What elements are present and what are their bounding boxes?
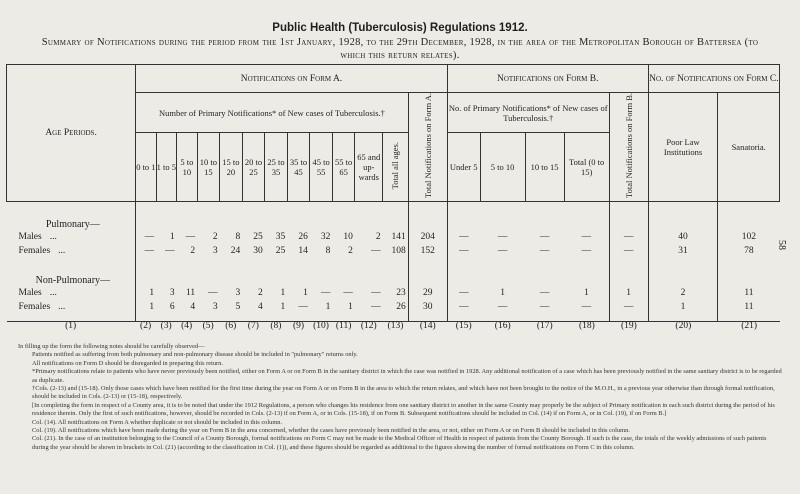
table-cell: —: [371, 287, 381, 298]
column-number: (19): [621, 321, 637, 331]
page-subtitle: Summary of Notifications during the period from the 1st January, 1928, to the 29th December, 1928, in the area of the Metropolitan Borough of Battersea (to which this return relates).: [41, 37, 759, 61]
table-row: [7, 286, 780, 300]
table-cell: —: [447, 244, 480, 258]
age-col-header: 45 to 55: [310, 133, 333, 202]
table-cell: 1: [648, 300, 718, 314]
footnotes: [18, 343, 784, 452]
table-cell: 1: [348, 301, 353, 312]
age-col-header: 65 and up- wards: [355, 133, 383, 202]
column-number: (3): [160, 321, 172, 331]
age-col-b-header: 10 to 15: [525, 133, 564, 202]
table-cell: 4: [190, 301, 196, 312]
table-cell: 152: [408, 244, 447, 258]
column-number: (16): [494, 321, 511, 331]
form-b-header: Notifications on Form B.: [447, 65, 648, 93]
table-row: [7, 230, 780, 244]
table-cell: 3: [169, 287, 175, 298]
column-number: (8): [270, 321, 282, 331]
age-col-b-header: 5 to 10: [480, 133, 525, 202]
page-title: Public Health (Tuberculosis) Regulations 1912.: [272, 22, 528, 34]
table-cell: —: [497, 301, 508, 312]
row-label: Males ...: [18, 287, 57, 298]
table-cell: 1: [136, 286, 156, 300]
age-col-header: 55 to 65: [332, 133, 355, 202]
table-cell: 25: [253, 231, 263, 242]
table-cell: 3: [212, 245, 218, 256]
column-number: (12): [360, 321, 377, 331]
age-col-header: 10 to 15: [197, 133, 220, 202]
column-number: (13): [387, 321, 404, 331]
table-row: [7, 244, 780, 258]
table-cell: 29: [408, 286, 447, 300]
age-col-header: 5 to 10: [177, 133, 197, 202]
form-a-header: Notifications on Form A.: [136, 65, 448, 93]
note-line: Col. (21). In the case of an institution belonging to the Council of a County Borough, formal notifications on Form C may not be made to the Medical Officer of Health in respect of patients from the County Borough. If such is the case, the totals of the weekly admissions of such patients during the year should be shown in brackets in Col. (21) (according to the classification in Col. (1)), and these figures should be regarded as additional to the figures showing the number of formal notifications on Form C in this column.: [32, 435, 767, 451]
table-cell: 1: [280, 287, 286, 298]
table-cell: 1: [325, 301, 331, 312]
column-number: (5): [202, 321, 214, 331]
table-cell: —: [581, 231, 592, 242]
age-col-header: 1 to 5: [156, 133, 176, 202]
column-number: (6): [225, 321, 237, 331]
table-cell: —: [539, 301, 550, 312]
table-cell: 11: [718, 286, 780, 300]
page-number: 58: [776, 240, 787, 250]
note-line: [In completing the form in respect of a County area, it is to be noted that under the 1912 Regulations, a person who changes his residence from one sanitary district to another in the same County may properly be the subject of Primary notification in each such district during the period of his residence therein. Only the first of such notifications, however, should be recorded in Cols. (2-13) if on Form A, or in Cols. (15-18), if on Form B. Subsequent notifications should be included in Col. (14) if on Form A, or in Col. (19), if on Form B.]: [32, 401, 775, 418]
age-col-header: 35 to 45: [287, 133, 310, 202]
table-cell: —: [539, 287, 550, 298]
table-cell: —: [609, 230, 648, 244]
table-cell: 102: [718, 230, 780, 244]
table-cell: —: [136, 230, 156, 244]
table-cell: —: [539, 245, 550, 256]
table-cell: —: [343, 287, 353, 298]
table-cell: —: [581, 245, 592, 256]
column-number: (21): [741, 321, 758, 331]
table-cell: 35: [275, 231, 286, 242]
table-cell: —: [165, 245, 175, 256]
table-cell: —: [185, 231, 196, 242]
table-cell: —: [447, 286, 480, 300]
note-line: Col. (14). All notifications on Form A whether duplicate or not should be included in this column.: [32, 418, 283, 426]
age-col-header: 25 to 35: [265, 133, 288, 202]
form-c-header: No. of Notifications on Form C.: [648, 65, 779, 93]
table-cell: —: [497, 245, 508, 256]
column-number: (9): [292, 321, 305, 331]
column-number: (18): [578, 321, 595, 331]
table-cell: —: [371, 245, 381, 256]
note-line: All notifications on Form D should be disregarded in preparing this return.: [32, 359, 223, 367]
note-line: Col. (19). All notifications which have been made during the year on Form B in the area concerned, whether the cases have previously been notified in the area, or not, either on Form A or on Form B should be included in this column.: [32, 427, 630, 435]
table-cell: —: [581, 301, 592, 312]
table-cell: —: [320, 287, 331, 298]
column-number: (17): [536, 321, 553, 331]
age-col-b-header: Under 5: [447, 133, 480, 202]
table-cell: —: [609, 244, 648, 258]
row-label: Females ...: [18, 245, 66, 256]
table-cell: —: [447, 230, 480, 244]
table-cell: 2: [212, 231, 218, 242]
column-number: (4): [181, 321, 193, 331]
table-cell: 24: [230, 245, 241, 256]
column-number: (10): [313, 321, 329, 331]
table-cell: —: [609, 300, 648, 314]
table-cell: —: [298, 301, 308, 312]
column-number: (2): [140, 321, 152, 331]
age-col-header: 0 to 1: [136, 133, 156, 202]
sanatoria-header: Sanatoria.: [718, 93, 780, 202]
section-label: Non-Pulmonary—: [35, 274, 111, 286]
table-row: [7, 300, 780, 314]
table-cell: 14: [298, 245, 308, 256]
table-cell: 1: [584, 287, 589, 298]
table-cell: —: [136, 244, 156, 258]
table-cell: 8: [325, 245, 331, 256]
table-cell: 10: [343, 231, 353, 242]
table-cell: 31: [648, 244, 718, 258]
table-cell: 141: [391, 231, 406, 242]
age-col-header: 20 to 25: [242, 133, 265, 202]
section-label: Pulmonary—: [45, 218, 100, 230]
table-cell: 1: [609, 286, 648, 300]
table-cell: 23: [396, 287, 406, 298]
table-cell: 11: [718, 300, 780, 314]
age-col-header: 15 to 20: [220, 133, 243, 202]
row-label: Females ...: [18, 301, 66, 312]
table-cell: 108: [391, 245, 406, 256]
table-cell: 1: [303, 287, 308, 298]
note-line: †Cols. (2-13) and (15-18). Only those cases which have been notified for the first time during the year on Form A or on Form B in the area to which the return relates, and which have not been brought to the notice of the M.O.H., in a previous year otherwise than through formal notification, should be included in Cols. (2-13) or (15-18), respectively.: [32, 385, 775, 401]
table-cell: 30: [408, 300, 447, 314]
table-cell: 2: [348, 245, 353, 256]
table-cell: 32: [320, 231, 331, 242]
column-number: (11): [335, 321, 352, 331]
table-cell: 2: [190, 245, 196, 256]
table-cell: 26: [298, 231, 308, 242]
table-cell: 1: [136, 300, 156, 314]
table-cell: 78: [718, 244, 780, 258]
table-cell: 1: [169, 231, 175, 242]
table-cell: —: [371, 301, 381, 312]
table-cell: 25: [275, 245, 286, 256]
table-cell: 204: [408, 230, 447, 244]
table-cell: 5: [235, 301, 241, 312]
table-cell: 1: [280, 301, 286, 312]
note-intro: In filling up the form the following notes should be carefully observed—: [18, 343, 205, 350]
row-label: Males ...: [18, 231, 57, 242]
total-form-a-header: Total Notifications on Form A.: [408, 93, 447, 202]
poor-law-header: Poor Law Institutions: [648, 93, 718, 202]
note-line: Patients notified as suffering from both pulmonary and non-pulmonary disease should be included in "pulmonary" returns only.: [32, 351, 358, 359]
table-cell: 2: [648, 286, 718, 300]
note-line: *Primary notifications relate to patients who have never previously been notified, either on Form A or on Form B in the sanitary district in which the case was notified in 1928. Any additional notification of a case which has been previously notified in the same sanitary district is to be regarded as duplicate.: [32, 368, 782, 384]
table-cell: 30: [253, 245, 263, 256]
table-cell: 3: [212, 301, 218, 312]
table-cell: —: [497, 231, 508, 242]
age-periods-header: Age Periods.: [7, 65, 136, 202]
column-numbers-row: [6, 319, 780, 333]
total-form-b-header: Total Notifications on Form B.: [609, 93, 648, 202]
table-cell: 3: [235, 287, 241, 298]
table-cell: 40: [648, 230, 718, 244]
column-number: (20): [675, 321, 692, 331]
table-cell: 11: [185, 287, 196, 298]
age-col-b-header: Total (0 to 15): [564, 133, 609, 202]
table-cell: —: [208, 287, 218, 298]
primary-a-header: Number of Primary Notifications* of New cases of Tuberculosis.†: [136, 93, 409, 133]
column-number: (14): [419, 321, 436, 331]
total-all-ages-header: Total all ages.: [383, 133, 409, 202]
column-number: (1): [65, 321, 77, 331]
table-cell: 2: [375, 231, 381, 242]
table-cell: 26: [396, 301, 406, 312]
table-cell: 6: [169, 301, 175, 312]
table-cell: 8: [235, 231, 241, 242]
column-number: (15): [455, 321, 472, 331]
table-cell: 4: [257, 301, 263, 312]
column-number: (7): [247, 321, 259, 331]
table-cell: —: [447, 300, 480, 314]
table-cell: 1: [500, 287, 505, 298]
primary-b-header: No. of Primary Notifications* of New cases of Tuberculosis.†: [447, 93, 609, 133]
notifications-table: [6, 64, 780, 322]
table-cell: 2: [257, 287, 263, 298]
table-cell: —: [539, 231, 550, 242]
